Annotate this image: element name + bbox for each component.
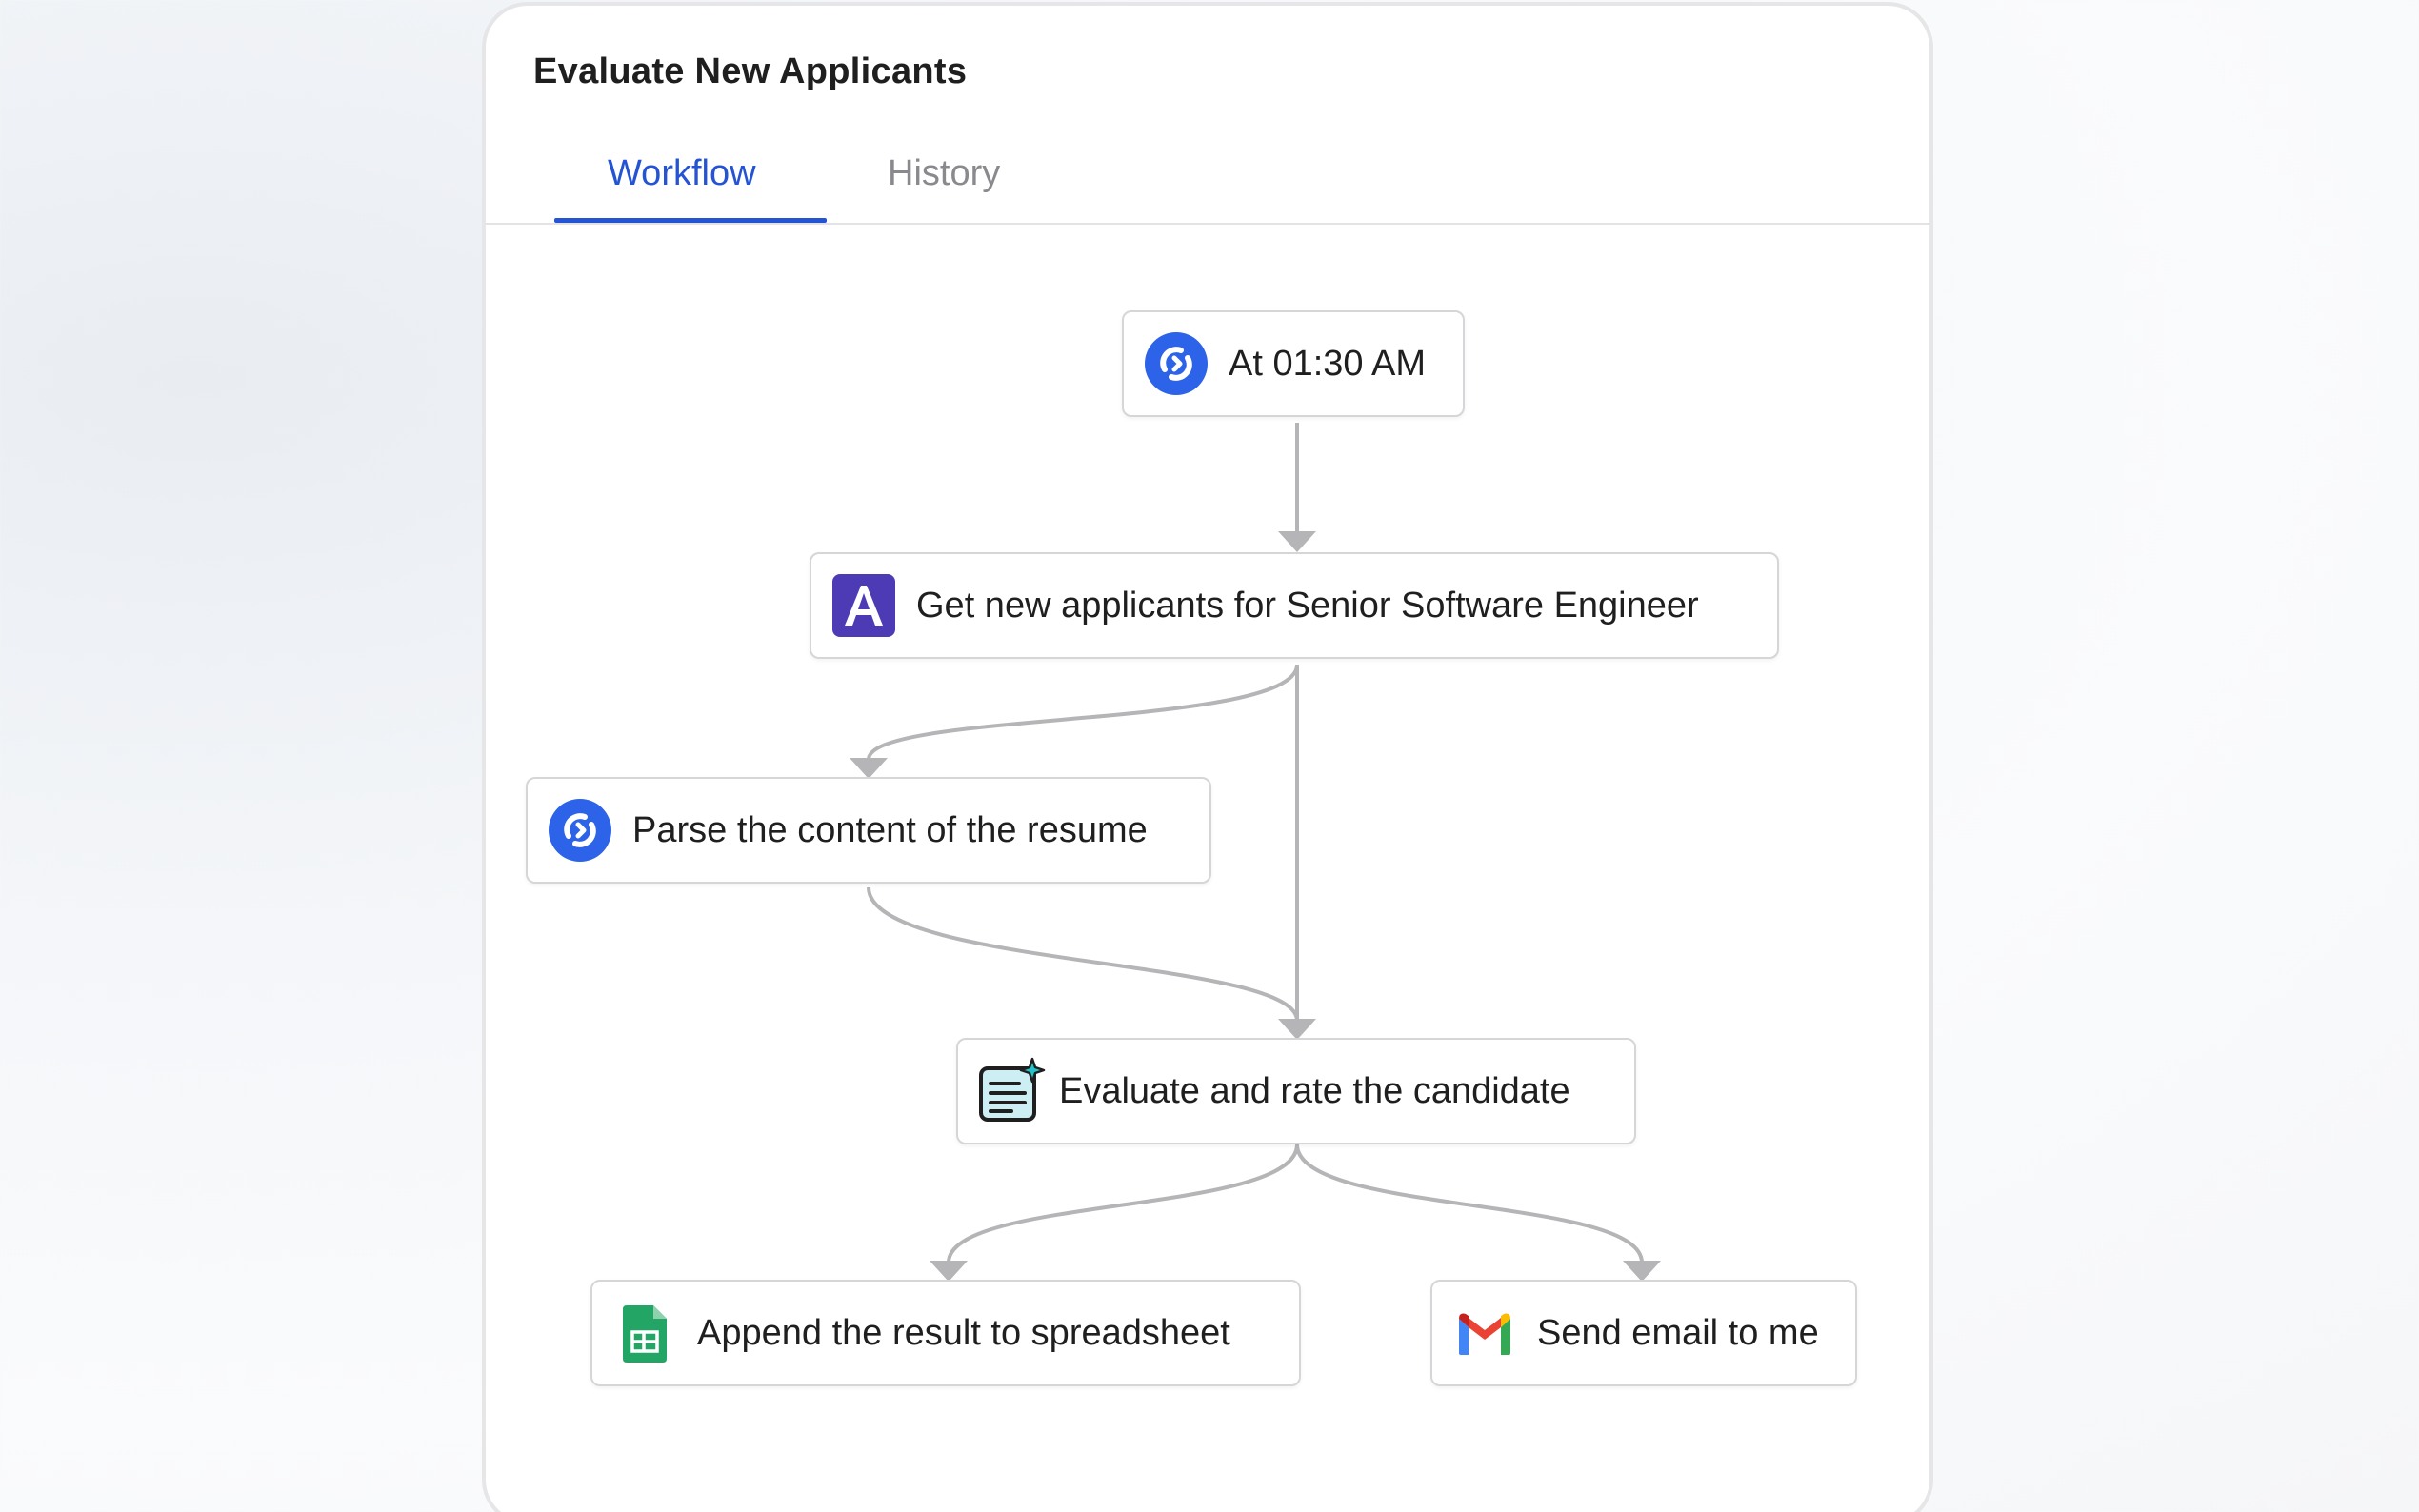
arrowhead-send-email xyxy=(1623,1261,1661,1282)
workflow-node-evaluate[interactable] xyxy=(956,1038,1636,1144)
ashby-icon xyxy=(832,574,895,637)
edge-evaluate-to-send-email xyxy=(1297,1144,1642,1263)
parser-icon xyxy=(549,799,611,862)
node-label: Send email to me xyxy=(1537,1312,1819,1353)
node-label: Evaluate and rate the candidate xyxy=(1059,1070,1570,1111)
schedule-icon xyxy=(1145,332,1208,395)
arrowhead-get-applicants xyxy=(1278,531,1316,552)
node-label: At 01:30 AM xyxy=(1229,343,1427,384)
arrowhead-append-sheet xyxy=(930,1261,968,1282)
tab-history[interactable]: History xyxy=(888,153,1001,193)
ai-document-icon xyxy=(977,1057,1046,1125)
gmail-icon xyxy=(1453,1302,1516,1364)
node-label: Parse the content of the resume xyxy=(632,809,1148,850)
arrowhead-parse-resume xyxy=(850,758,888,779)
edge-evaluate-to-append-sheet xyxy=(949,1144,1297,1263)
edge-parse-resume-to-evaluate xyxy=(869,887,1297,1021)
workflow-panel xyxy=(482,2,1933,1512)
workflow-node-send-email[interactable] xyxy=(1430,1280,1857,1386)
node-label: Append the result to spreadsheet xyxy=(697,1312,1230,1353)
node-label: Get new applicants for Senior Software Engineer xyxy=(916,585,1699,626)
workflow-node-trigger[interactable] xyxy=(1122,310,1465,417)
google-sheets-icon xyxy=(613,1302,676,1364)
workflow-node-get-applicants[interactable] xyxy=(810,552,1779,659)
tab-workflow[interactable]: Workflow xyxy=(608,153,756,193)
edge-get-applicants-to-parse-resume xyxy=(869,665,1297,760)
arrowhead-evaluate xyxy=(1278,1019,1316,1040)
workflow-node-parse-resume[interactable] xyxy=(526,777,1211,884)
workflow-node-append-sheet[interactable] xyxy=(590,1280,1301,1386)
panel-title: Evaluate New Applicants xyxy=(533,51,968,91)
